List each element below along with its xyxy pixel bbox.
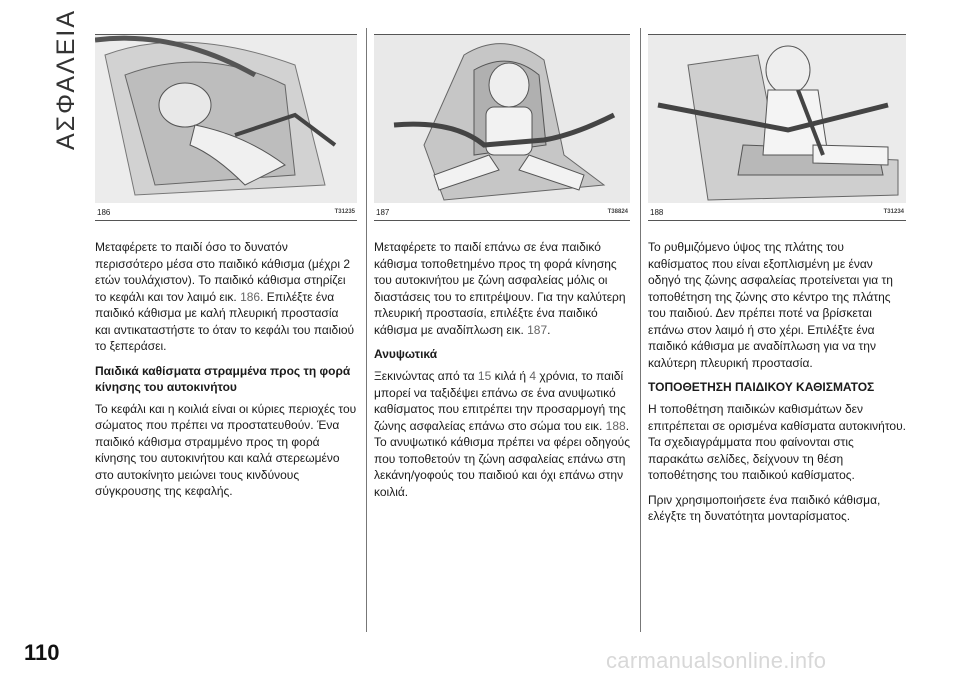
- figure-reference: 188: [605, 418, 626, 433]
- text: .: [547, 322, 551, 337]
- section-heading: ΤΟΠΟΘΕΤΗΣΗ ΠΑΙΔΙΚΟΥ ΚΑΘΙΣΜΑΤΟΣ: [648, 380, 875, 394]
- figure-caption: [648, 203, 906, 218]
- section-heading: Παιδικά καθίσματα στραμμένα προς τη φορά κίνησης του αυτοκινήτου: [95, 363, 351, 394]
- forward-facing-seat-illustration: [374, 35, 630, 203]
- text: . Το ανυψωτικό κάθισμα πρέπει να φέρει οδηγούς που τοποθετούν τη ζώνη ασφαλείας επάνω στη λεκάνη/γοφούς του παιδιού και όχι επάνω στην κοιλιά.: [374, 418, 630, 499]
- paragraph: [374, 368, 630, 500]
- figure-186-image: [95, 35, 357, 203]
- figure-number: 188: [650, 207, 664, 217]
- figure-code: T31234: [883, 209, 904, 215]
- figure-reference: 186: [240, 289, 261, 304]
- column-divider: [366, 28, 367, 632]
- page-number: 110: [24, 640, 60, 665]
- figure-reference: 187: [527, 322, 548, 337]
- figure-code: T38824: [607, 209, 628, 215]
- figure-187-image: [374, 35, 630, 203]
- age-value: 4: [529, 369, 537, 383]
- figure-number: 186: [97, 207, 111, 217]
- figure-188-image: [648, 35, 906, 203]
- paragraph: [374, 239, 630, 338]
- caption-rule: [648, 220, 906, 221]
- booster-seat-illustration: [648, 35, 906, 203]
- column-3-body: [648, 239, 906, 525]
- watermark: carmanualsonline.info: [606, 648, 827, 673]
- paragraph: Η τοποθέτηση παιδικών καθισμάτων δεν επιτρέπεται σε ορισμένα καθίσματα αυτοκινήτου. Τα σχεδιαγράμματα που φαίνονται στις παρακάτω σελίδες, δείχνουν τη θέση τοποθέτησης του παιδικού καθίσματος.: [648, 402, 906, 482]
- text: Ξεκινώντας από τα: [374, 369, 475, 383]
- figure-caption: [374, 203, 630, 218]
- paragraph: Το ρυθμιζόμενο ύψος της πλάτης του καθίσματος που είναι εξοπλισμένη με έναν οδηγό της ζώνης ασφαλείας προτείνεται για τη τοποθέτηση της ζώνης στο κέντρο της πλάτης του παιδιού. Δεν πρέπει ποτέ να βρίσκεται επάνω στον λαιμό ή στο χέρι. Επιλέξτε ένα παιδικό κάθισμα με αναδίπλωση για να την καλύτερη πλευρική προστασία.: [648, 240, 893, 370]
- figure-number: 187: [376, 207, 390, 217]
- column-2-body: [374, 239, 630, 500]
- text: . Επιλέξτε ένα παιδικό κάθισμα με καλή πλευρική προστασία και αντικαταστήστε το όταν το κεφάλι του παιδιού το ξεπεράσει.: [95, 289, 355, 353]
- column-2: [374, 34, 630, 508]
- paragraph: Το κεφάλι και η κοιλιά είναι οι κύριες περιοχές του σώματος που πρέπει να προστατευθούν. Ένα παιδικό κάθισμα στραμμένο προς τη φορά κίνησης του αυτοκινήτου και καλά στερεωμένο στο αυτοκίνητο μειώνει τους κινδύνους σύγκρουσης της κεφαλής.: [95, 401, 357, 498]
- section-side-title: ΑΣΦΑΛΕΙΑ: [52, 8, 80, 150]
- column-3: [648, 34, 906, 533]
- column-1-body: [95, 239, 357, 500]
- column-1: [95, 34, 357, 508]
- weight-value: 15: [477, 369, 492, 383]
- text: Μεταφέρετε το παιδί επάνω σε ένα παιδικό κάθισμα τοποθετημένο προς τη φορά κίνησης του αυτοκινήτου με ζώνη ασφαλείας μόλις οι διαστάσεις του το επιτρέψουν. Για την καλύτερη πλευρική προστασία, επιλέξτε ένα παιδικό κάθισμα με αναδίπλωση εικ.: [374, 240, 626, 337]
- paragraph: [95, 239, 357, 355]
- paragraph: Πριν χρησιμοποιήσετε ένα παιδικό κάθισμα, ελέγξτε τη δυνατότητα μονταρίσματος.: [648, 492, 881, 523]
- text: χρόνια, το παιδί μπορεί να ταξιδέψει επάνω σε ένα ανυψωτικό καθίσματος που επιτρέπει την προσαρμογή της ζώνης ασφαλείας επάνω στο σώμα του εικ.: [374, 369, 626, 433]
- caption-rule: [95, 220, 357, 221]
- caption-rule: [374, 220, 630, 221]
- section-heading: Ανυψωτικά: [374, 347, 438, 361]
- text: Μεταφέρετε το παιδί όσο το δυνατόν περισσότερο μέσα στο παιδικό κάθισμα (μέχρι 2 ετών τουλάχιστον). Το παιδικό κάθισμα στηρίζει το κεφάλι και τον λαιμό εικ.: [95, 240, 350, 304]
- figure-code: T31235: [334, 209, 355, 215]
- figure-caption: [95, 203, 357, 218]
- infant-carrier-illustration: [95, 35, 357, 203]
- text: κιλά ή: [494, 369, 527, 383]
- column-divider: [640, 28, 641, 632]
